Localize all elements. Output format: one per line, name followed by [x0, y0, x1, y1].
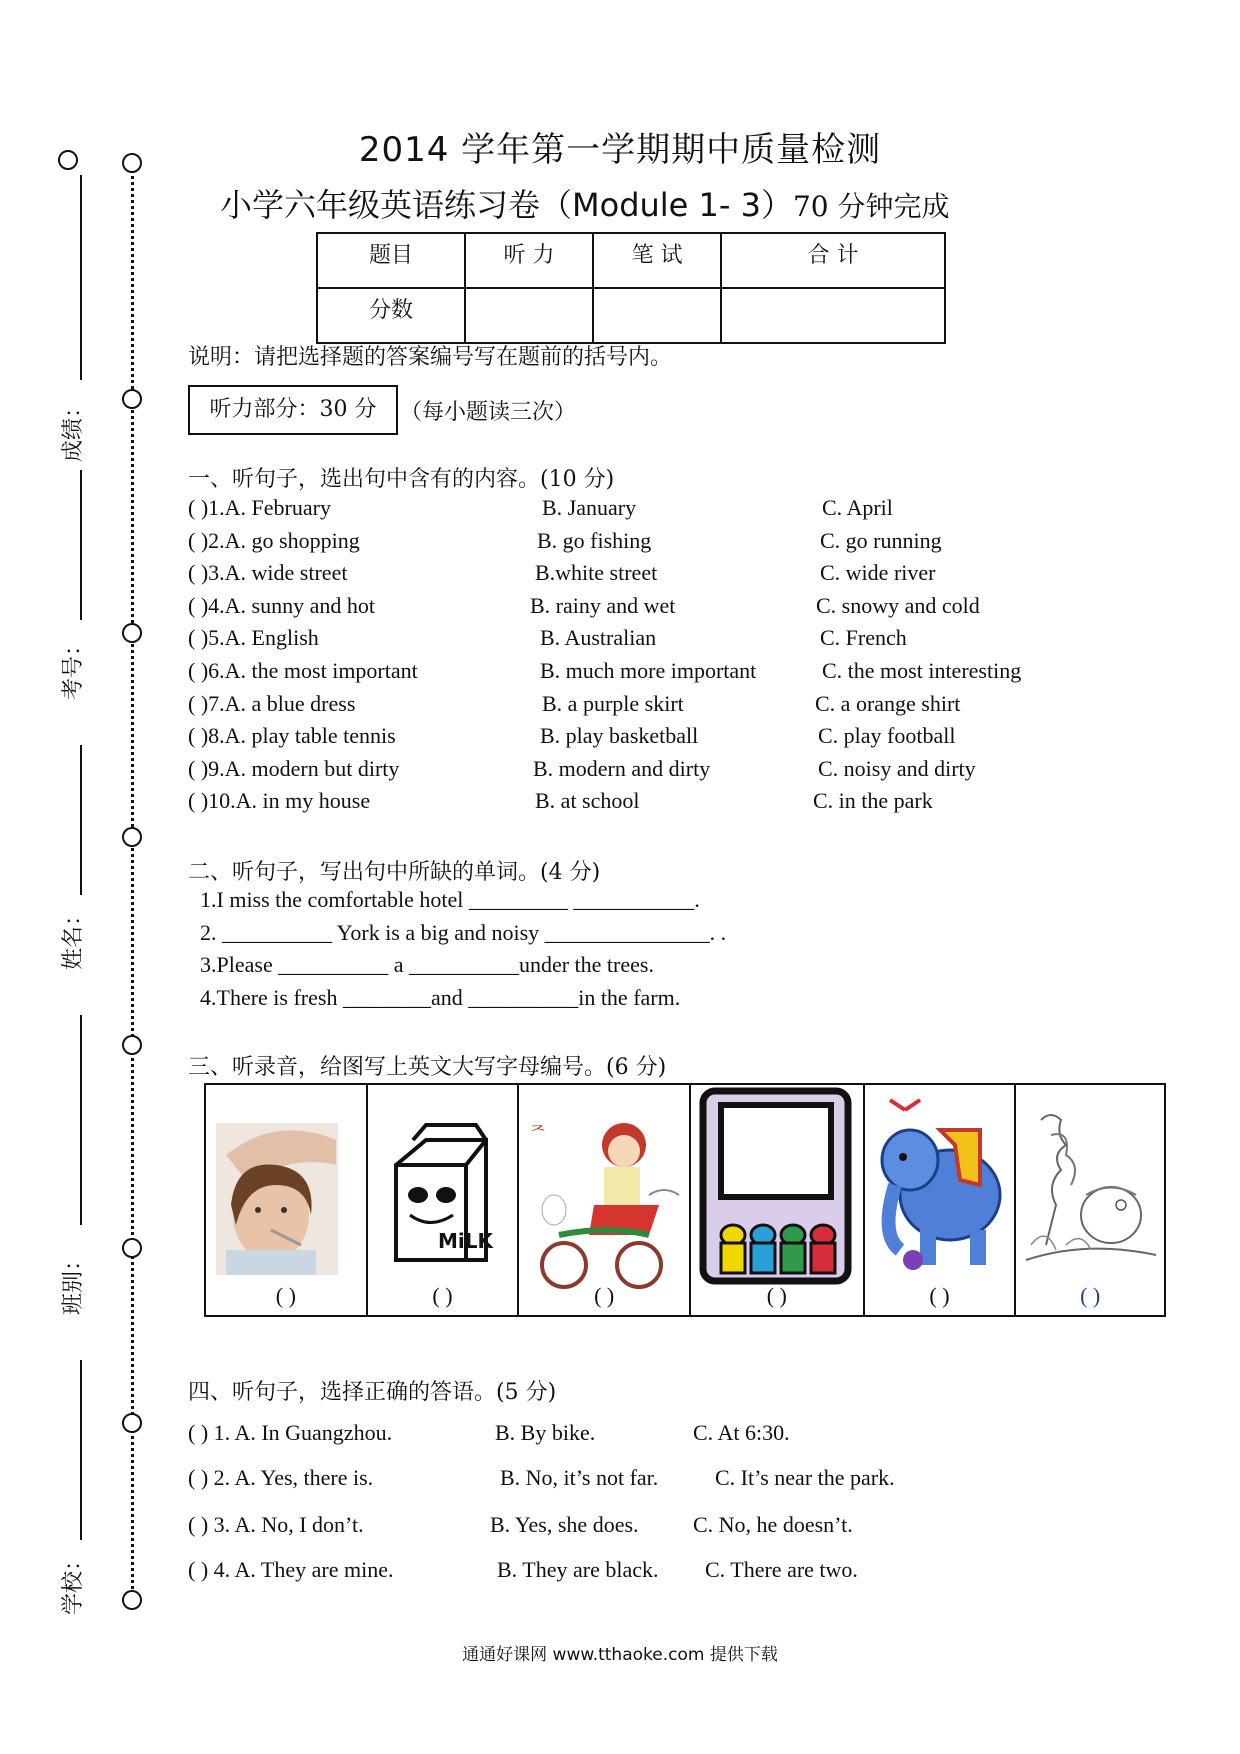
question-row[interactable] [188, 1512, 1088, 1542]
milk-label: MiLK [437, 1229, 493, 1253]
picture-cell[interactable] [519, 1085, 691, 1315]
score-label: 成绩： [61, 395, 86, 462]
question-row[interactable] [188, 658, 1088, 688]
option-b[interactable]: B. By bike. [495, 1420, 596, 1445]
listening-note: （每小题读三次） [400, 400, 577, 425]
sick-girl-thermometer-photo [206, 1085, 366, 1315]
option-c[interactable]: C. No, he doesn’t. [693, 1512, 853, 1537]
score-table-cell: 听 力 [465, 233, 593, 288]
milk-carton-icon [368, 1085, 518, 1315]
score-table-cell: 合 计 [721, 233, 945, 288]
section4-heading: 四、听句子，选择正确的答语。(5 分) [188, 1380, 557, 1405]
class-label: 班别： [61, 1248, 86, 1315]
section1-heading: 一、听句子，选出句中含有的内容。(10 分) [188, 467, 615, 492]
option-c[interactable]: C. French [820, 625, 907, 651]
binding-circle [122, 1238, 142, 1258]
name-label: 姓名： [61, 903, 86, 970]
picture-cell[interactable] [368, 1085, 520, 1315]
option-a[interactable]: ( )7.A. a blue dress [188, 690, 356, 716]
option-a[interactable]: ( )10.A. in my house [188, 788, 371, 814]
answer-line [80, 745, 82, 895]
fill-in-line[interactable]: 3.Please __________ a __________under the trees. [200, 952, 654, 977]
answer-line [80, 175, 82, 380]
option-a[interactable]: ( )6.A. the most important [188, 658, 418, 683]
option-a[interactable]: ( )5.A. English [188, 625, 319, 651]
answer-paren[interactable]: ( ) [275, 1283, 296, 1308]
option-b[interactable]: B. No, it’s not far. [500, 1465, 659, 1490]
fill-in-line[interactable]: 1.I miss the comfortable hotel _________ ___________. [200, 887, 700, 912]
binding-circle [122, 1413, 142, 1433]
instructions: 说明：请把选择题的答案编号写在题前的括号内。 [188, 345, 673, 370]
option-c[interactable]: C. snowy and cold [816, 592, 980, 618]
cinema-screen-icon [691, 1085, 863, 1315]
option-a[interactable]: ( )1.A. February [188, 495, 331, 520]
answer-paren[interactable]: ( ) [929, 1283, 950, 1308]
sketch-landscape-icon [1016, 1085, 1164, 1315]
binding-circle [122, 623, 142, 643]
answer-line [80, 1015, 82, 1225]
option-a[interactable]: ( )8.A. play table tennis [188, 723, 396, 749]
score-table [316, 232, 946, 344]
binding-circle [122, 1590, 142, 1610]
option-a[interactable]: ( )2.A. go shopping [188, 527, 360, 553]
school-label: 学校： [61, 1548, 86, 1615]
option-b[interactable]: B. play basketball [540, 723, 699, 749]
girl-riding-bike-icon [519, 1085, 689, 1315]
answer-paren[interactable]: ( ) [766, 1283, 787, 1308]
question-row[interactable] [188, 1465, 1088, 1495]
option-c[interactable]: C. noisy and dirty [818, 755, 976, 781]
option-a[interactable]: ( ) 3. A. No, I don’t. [188, 1512, 364, 1537]
option-c[interactable]: C. the most interesting [822, 658, 1022, 683]
picture-cell[interactable] [691, 1085, 865, 1315]
question-row[interactable] [188, 528, 1088, 558]
score-input-cell[interactable] [593, 288, 721, 343]
section3-heading: 三、听录音，给图写上英文大写字母编号。(6 分) [188, 1055, 667, 1080]
binding-circle [122, 389, 142, 409]
option-c[interactable]: C. wide river [820, 560, 936, 586]
option-a[interactable]: ( )3.A. wide street [188, 560, 348, 586]
subtitle-time: 70 分钟完成 [792, 190, 950, 223]
option-b[interactable]: B. a purple skirt [542, 690, 684, 716]
fill-in-line[interactable]: 4.There is fresh ________and __________in the farm. [200, 985, 681, 1010]
option-b[interactable]: B. rainy and wet [530, 592, 676, 618]
question-row[interactable] [188, 723, 1088, 753]
answer-paren[interactable]: ( ) [432, 1283, 453, 1308]
option-a[interactable]: ( )9.A. modern but dirty [188, 755, 400, 781]
option-a[interactable]: ( )4.A. sunny and hot [188, 592, 375, 618]
score-input-cell[interactable] [465, 288, 593, 343]
question-row[interactable] [188, 1420, 1088, 1450]
score-table-cell: 笔 试 [593, 233, 721, 288]
answer-line [80, 470, 82, 620]
score-table-cell: 题目 [317, 233, 465, 288]
fill-in-line[interactable]: 2. __________ York is a big and noisy _______________. . [200, 920, 727, 945]
score-table-score-row [317, 288, 945, 343]
option-c[interactable]: C. play football [818, 723, 956, 749]
option-b[interactable]: B. modern and dirty [533, 755, 711, 781]
question-row[interactable] [188, 788, 1088, 818]
option-b[interactable]: B. January [542, 495, 637, 520]
question-row[interactable] [188, 625, 1088, 655]
subtitle-main: 小学六年级英语练习卷（Module 1- 3） [220, 186, 793, 224]
option-b[interactable]: B. They are black. [497, 1557, 659, 1582]
section2-heading: 二、听句子，写出句中所缺的单词。(4 分) [188, 860, 601, 885]
question-row[interactable] [188, 756, 1088, 786]
answer-line [80, 1360, 82, 1540]
score-table-header-row [317, 233, 945, 288]
option-c[interactable]: C. It’s near the park. [715, 1465, 895, 1490]
option-a[interactable]: ( ) 2. A. Yes, there is. [188, 1465, 374, 1490]
listening-score-box: 听力部分：30 分 [188, 385, 398, 435]
binding-circle [122, 1035, 142, 1055]
option-c[interactable]: C. in the park [813, 788, 933, 814]
binding-circle [122, 827, 142, 847]
option-b[interactable]: B. at school [535, 788, 640, 814]
option-b[interactable]: B. Australian [540, 625, 657, 651]
page-subtitle [220, 180, 950, 226]
question-row[interactable] [188, 495, 1088, 525]
page-title: 2014 学年第一学期期中质量检测 [358, 130, 882, 170]
option-a[interactable]: ( ) 4. A. They are mine. [188, 1557, 394, 1582]
score-table-cell: 分数 [317, 288, 465, 343]
question-row[interactable] [188, 593, 1088, 623]
picture-cell[interactable] [206, 1085, 368, 1315]
option-b[interactable]: B.white street [535, 560, 658, 586]
exam-number-label: 考号： [61, 633, 86, 700]
option-c[interactable]: C. At 6:30. [693, 1420, 790, 1445]
dotted-binding-line [131, 165, 134, 1595]
option-b[interactable]: B. Yes, she does. [490, 1512, 639, 1537]
elephant-icon [865, 1085, 1015, 1315]
svg-text:ᄌ: ᄌ [529, 1124, 547, 1145]
option-c[interactable]: C. go running [820, 527, 942, 553]
option-c[interactable]: C. a orange shirt [815, 690, 961, 716]
footer: 通通好课网 www.tthaoke.com 提供下载 [462, 1645, 778, 1665]
option-b[interactable]: B. much more important [540, 658, 757, 683]
option-c[interactable]: C. There are two. [705, 1557, 858, 1582]
picture-strip [204, 1083, 1166, 1317]
option-b[interactable]: B. go fishing [537, 527, 652, 553]
question-row[interactable] [188, 691, 1088, 721]
picture-cell[interactable] [865, 1085, 1017, 1315]
question-row[interactable] [188, 1557, 1088, 1587]
option-c[interactable]: C. April [822, 495, 893, 520]
question-row[interactable] [188, 560, 1088, 590]
answer-paren[interactable]: ( ) [1080, 1283, 1101, 1308]
picture-cell[interactable] [1016, 1085, 1164, 1315]
answer-paren[interactable]: ( ) [594, 1283, 615, 1308]
score-input-cell[interactable] [721, 288, 945, 343]
option-a[interactable]: ( ) 1. A. In Guangzhou. [188, 1420, 393, 1445]
